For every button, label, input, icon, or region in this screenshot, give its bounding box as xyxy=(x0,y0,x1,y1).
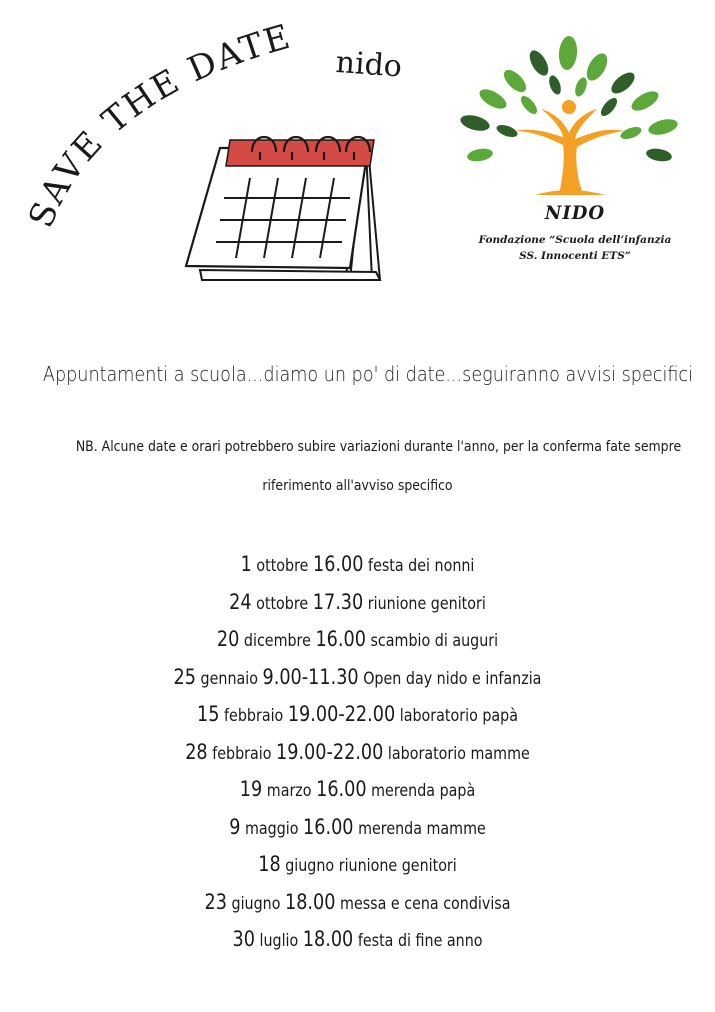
event-item: 25 gennaio 9.00-11.30 Open day nido e infanzia xyxy=(173,664,542,689)
page-subtitle: Appuntamenti a scuola...diamo un po' di date...seguiranno avvisi specifici xyxy=(42,362,693,386)
disclaimer-note xyxy=(30,428,685,506)
logo-subtitle-line1: Fondazione “Scuola dell’infanzia xyxy=(478,234,672,246)
event-item: 15 febbraio 19.00-22.00 laboratorio papà xyxy=(197,702,518,726)
logo-subtitle-line2: SS. Innocenti ETS” xyxy=(519,250,631,262)
calendar-icon xyxy=(180,130,390,290)
logo-name: NIDO xyxy=(544,202,606,224)
tree-logo-icon xyxy=(455,35,685,200)
event-item: 23 giugno 18.00 messa e cena condivisa xyxy=(204,889,511,914)
event-item: 28 febbraio 19.00-22.00 laboratorio mamme xyxy=(185,739,530,764)
event-item: 30 luglio 18.00 festa di fine anno xyxy=(232,927,483,951)
event-item: 19 marzo 16.00 merenda papà xyxy=(239,777,476,801)
event-item: 9 maggio 16.00 merenda mamme xyxy=(229,814,486,839)
event-item: 20 dicembre 16.00 scambio di auguri xyxy=(216,627,499,651)
heading-title: SAVE THE DATE xyxy=(21,16,297,234)
event-item: 1 ottobre 16.00 festa dei nonni xyxy=(240,552,475,576)
note-line-2: riferimento all'avviso specifico xyxy=(262,478,453,494)
note-line-1: NB. Alcune date e orari potrebbero subire variazioni durante l'anno, per la conferma fate sempre xyxy=(75,439,682,455)
event-item: 24 ottobre 17.30 riunione genitori xyxy=(229,589,486,614)
heading-suffix: nido xyxy=(334,45,404,85)
events-list xyxy=(0,546,715,959)
event-item: 18 giugno riunione genitori xyxy=(258,852,457,876)
